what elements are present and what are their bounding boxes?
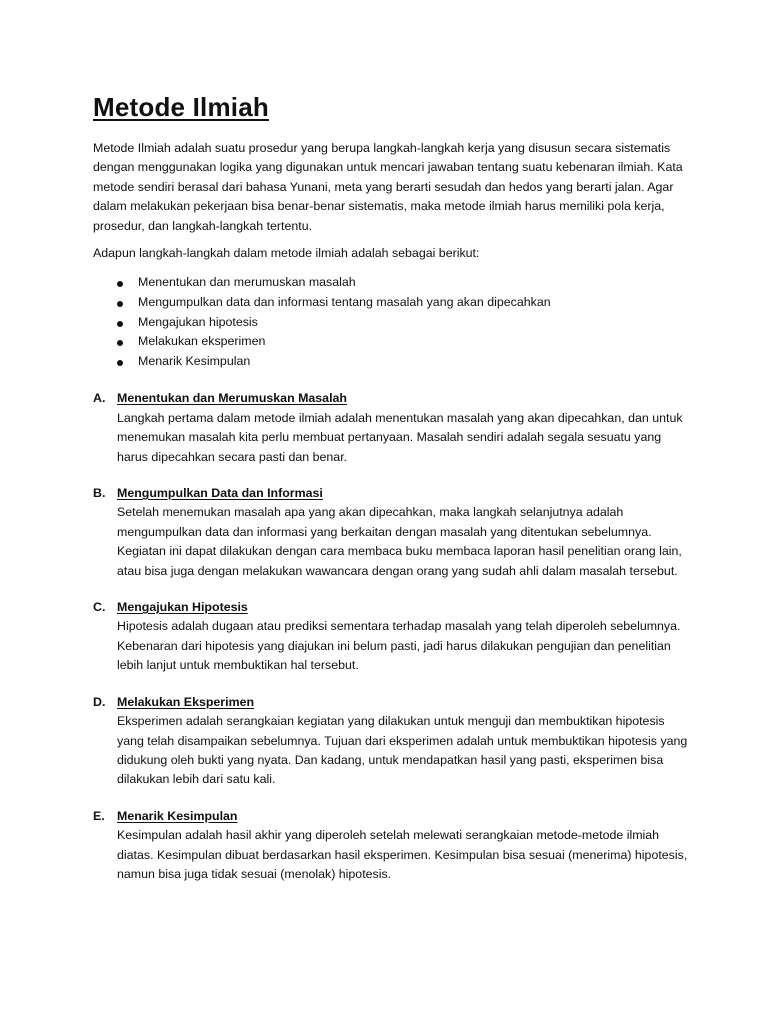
section-a: [93, 389, 688, 467]
list-item: [117, 273, 688, 293]
intro-paragraph: Metode Ilmiah adalah suatu prosedur yang berupa langkah-langkah kerja yang disusun secara sistematis dengan menggunakan logika yang digunakan untuk mencari jawaban tentang suatu kebenaran ilmiah. Kata metode sendiri berasal dari bahasa Yunani, meta yang berarti sesudah dan hedos yang berarti jalan. Agar dalam melakukan pekerjaan bisa benar-benar sistematis, maka metode ilmiah harus memiliki pola kerja, prosedur, dan langkah-langkah tertentu.: [93, 141, 683, 233]
list-item-text: Mengajukan hipotesis: [138, 314, 258, 329]
section-heading: Melakukan Eksperimen: [117, 694, 255, 709]
bullet-icon: [117, 321, 123, 327]
list-item-text: Menarik Kesimpulan: [138, 353, 251, 368]
bullet-icon: [117, 340, 123, 346]
section-d: [93, 693, 688, 790]
section-marker: B.: [93, 486, 106, 501]
section-marker: D.: [93, 694, 106, 709]
section-marker: A.: [93, 391, 106, 406]
section-e: [93, 807, 688, 885]
section-body: Setelah menemukan masalah apa yang akan dipecahkan, maka langkah selanjutnya adalah mengumpulkan data dan informasi yang berkaitan dengan masalah yang ditentukan sebelumnya. Kegiatan ini dapat dilakukan dengan cara membaca buku membaca laporan hasil penelitian orang lain, atau bisa juga dengan melakukan wawancara dengan orang yang sudah ahli dalam masalah tersebut.: [117, 505, 682, 578]
section-marker: E.: [93, 808, 105, 823]
list-item: [117, 313, 688, 333]
section-body: Langkah pertama dalam metode ilmiah adalah menentukan masalah yang akan dipecahkan, dan untuk menemukan masalah kita perlu membuat pertanyaan. Masalah sendiri adalah segala sesuatu yang harus dipecahkan secara pasti dan benar.: [117, 410, 683, 464]
section-body: Eksperimen adalah serangkaian kegiatan yang dilakukan untuk menguji dan membuktikan hipotesis yang telah disampaikan sebelumnya. Tujuan dari eksperimen adalah untuk membuktikan hipotesis yang didukung oleh bukti yang nyata. Dan kadang, untuk mendapatkan hasil yang pasti, eksperimen bisa dilakukan lebih dari satu kali.: [117, 714, 688, 787]
list-item-text: Melakukan eksperimen: [138, 334, 266, 349]
section-c: [93, 598, 688, 676]
list-item-text: Mengumpulkan data dan informasi tentang masalah yang akan dipecahkan: [138, 295, 551, 310]
list-item-text: Menentukan dan merumuskan masalah: [138, 275, 356, 290]
section-heading: Menentukan dan Merumuskan Masalah: [117, 391, 347, 406]
list-item: [117, 293, 688, 313]
section-heading: Mengumpulkan Data dan Informasi: [117, 486, 323, 501]
section-body: Kesimpulan adalah hasil akhir yang diperoleh setelah melewati serangkaian metode-metode ilmiah diatas. Kesimpulan dibuat berdasarkan hasil eksperimen. Kesimpulan bisa sesuai (menerima) hipotesis, namun bisa juga tidak sesuai (menolak) hipotesis.: [117, 828, 688, 881]
steps-list: [93, 273, 688, 371]
steps-intro: Adapun langkah-langkah dalam metode ilmiah adalah sebagai berikut:: [93, 246, 480, 261]
bullet-icon: [117, 360, 123, 366]
section-heading: Mengajukan Hipotesis: [117, 600, 248, 615]
bullet-icon: [117, 301, 123, 307]
section-heading: Menarik Kesimpulan: [117, 808, 238, 823]
list-item: [117, 352, 688, 372]
bullet-icon: [117, 281, 123, 287]
section-b: [93, 484, 688, 581]
document-title: Metode Ilmiah: [93, 92, 269, 122]
section-marker: C.: [93, 600, 106, 615]
section-body: Hipotesis adalah dugaan atau prediksi sementara terhadap masalah yang telah diperoleh sebelumnya. Kebenaran dari hipotesis yang diajukan ini belum pasti, jadi harus dilakukan pengujian dan penelitian lebih lanjut untuk membuktikan hal tersebut.: [117, 619, 681, 673]
list-item: [117, 332, 688, 352]
